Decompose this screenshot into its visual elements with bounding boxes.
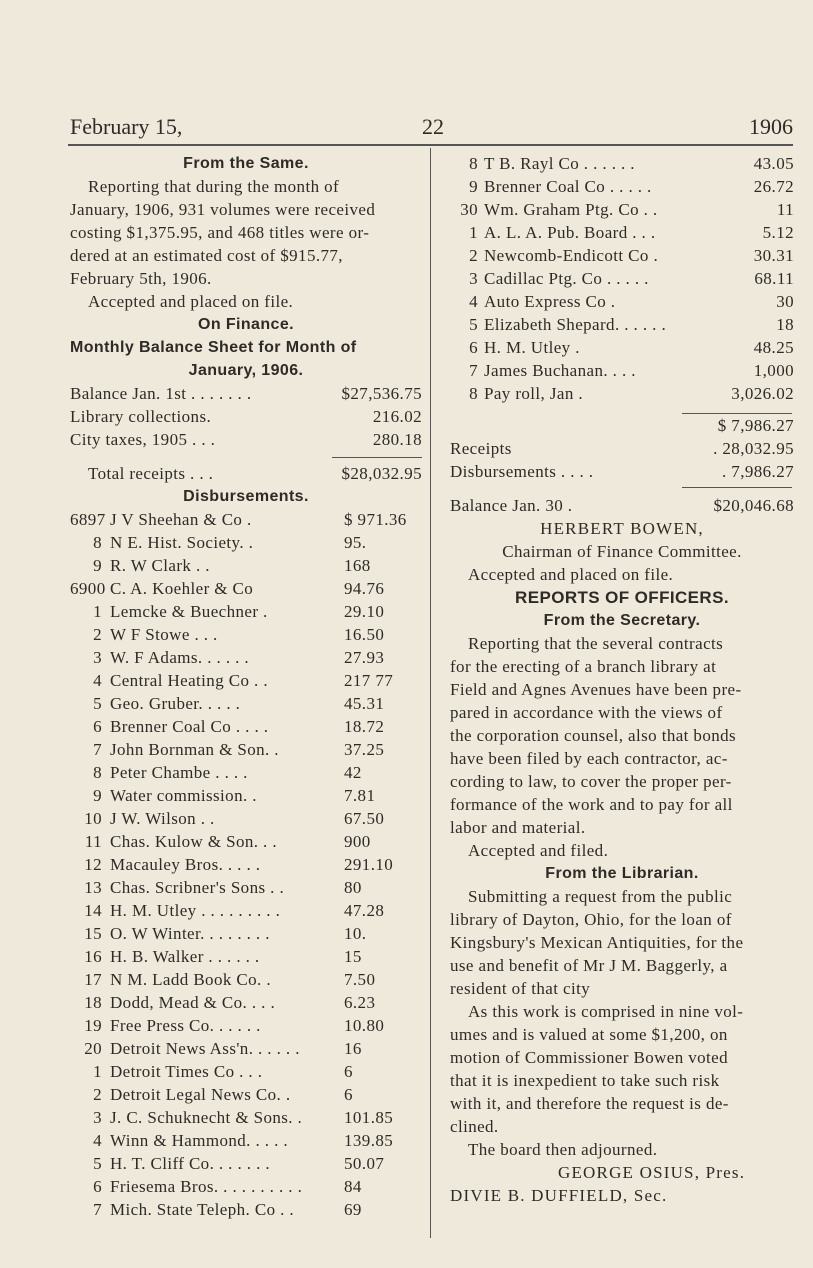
disbursement-row: [450, 359, 794, 382]
entry-name: R. W Clark . .: [110, 556, 210, 575]
disbursement-row: [70, 899, 422, 922]
paragraph-line: As this work is comprised in nine vol-: [468, 1002, 744, 1021]
disbursement-row: [70, 692, 422, 715]
entry-number: 1: [469, 223, 478, 242]
entry-name: Library collections.: [70, 407, 212, 426]
entry-number: 4: [93, 671, 102, 690]
accepted-note: Accepted and filed.: [468, 841, 609, 860]
entry-number: 8: [93, 533, 102, 552]
left-column: [70, 152, 422, 1221]
entry-amount: 16.50: [344, 625, 385, 644]
entry-number: 10: [84, 809, 102, 828]
entry-name: Wm. Graham Ptg. Co . .: [484, 200, 658, 219]
entry-amount: 94.76: [344, 579, 385, 598]
paragraph-line: use and benefit of Mr J M. Baggerly, a: [450, 956, 728, 975]
president-signature: GEORGE OSIUS, Pres.: [558, 1163, 746, 1182]
disbursement-row: [70, 669, 422, 692]
paragraph-line: Field and Agnes Avenues have been pre-: [450, 680, 742, 699]
disbursement-row: [450, 152, 794, 175]
entry-number: 15: [84, 924, 102, 943]
entry-amount: 101.85: [344, 1108, 394, 1127]
entry-number: 1: [93, 602, 102, 621]
entry-number: 8: [469, 154, 478, 173]
paragraph-line: labor and material.: [450, 818, 586, 837]
adjourned-note: The board then adjourned.: [468, 1140, 658, 1159]
entry-name: Newcomb-Endicott Co .: [484, 246, 659, 265]
entry-name: Macauley Bros. . . . .: [110, 855, 261, 874]
entry-amount: 43.05: [753, 154, 794, 173]
paragraph-line: January, 1906, 931 volumes were received: [70, 200, 376, 219]
entry-name: Dodd, Mead & Co. . . .: [110, 993, 276, 1012]
header-rule: [68, 144, 793, 146]
entry-amount: 7.81: [344, 786, 376, 805]
entry-number: 3: [469, 269, 478, 288]
entry-amount: 3,026.02: [731, 384, 794, 403]
paragraph: [70, 175, 422, 290]
entry-number: 4: [469, 292, 478, 311]
paragraph-line: costing $1,375.95, and 468 titles were or-: [70, 223, 370, 242]
entry-number: 5: [469, 315, 478, 334]
entry-amount: 6.23: [344, 993, 376, 1012]
paragraph-line: for the erecting of a branch library at: [450, 657, 717, 676]
entry-amount: 18: [776, 315, 794, 334]
entry-name: H. M. Utley .: [484, 338, 580, 357]
entry-number: 6: [469, 338, 478, 357]
entry-amount: 7.50: [344, 970, 376, 989]
disbursement-row: [70, 1060, 422, 1083]
paragraph: [450, 1000, 794, 1138]
entry-number: 5: [93, 694, 102, 713]
entry-name: Chas. Kulow & Son. . .: [110, 832, 278, 851]
entry-name: Brenner Coal Co . . . .: [110, 717, 269, 736]
disbursement-row: [450, 267, 794, 290]
page-number: 22: [422, 114, 444, 139]
entry-name: A. L. A. Pub. Board . . .: [484, 223, 656, 242]
entry-name: Detroit News Ass'n. . . . . .: [110, 1039, 300, 1058]
disbursement-row: [70, 1152, 422, 1175]
paragraph-line: February 5th, 1906.: [70, 269, 212, 288]
disbursements-list: [450, 152, 794, 405]
entry-name: Peter Chambe . . . .: [110, 763, 248, 782]
entry-name: J W. Wilson . .: [110, 809, 215, 828]
total-amount: $28,032.95: [341, 464, 422, 483]
entry-number: 20: [84, 1039, 102, 1058]
entry-name: Water commission. .: [110, 786, 257, 805]
entry-name: C. A. Koehler & Co: [110, 579, 254, 598]
entry-amount: 10.80: [344, 1016, 385, 1035]
balance-row: [70, 382, 422, 405]
disbursement-row: [450, 382, 794, 405]
entry-amount: 27.93: [344, 648, 385, 667]
entry-name: J. C. Schuknecht & Sons. .: [110, 1108, 303, 1127]
entry-name: Detroit Times Co . . .: [110, 1062, 263, 1081]
entry-number: 6: [93, 1177, 102, 1196]
entry-name: Cadillac Ptg. Co . . . . .: [484, 269, 649, 288]
paragraph: [450, 632, 794, 839]
entry-amount: 168: [344, 556, 371, 575]
entry-amount: 30: [776, 292, 794, 311]
paragraph-line: Submitting a request from the public: [468, 887, 733, 906]
section-heading: From the Same.: [183, 155, 309, 172]
entry-amount: 42: [344, 763, 362, 782]
entry-number: 2: [469, 246, 478, 265]
entry-number: 19: [84, 1016, 102, 1035]
entry-amount: 45.31: [344, 694, 385, 713]
entry-name: Mich. State Teleph. Co . .: [110, 1200, 295, 1219]
entry-amount: 11: [776, 200, 794, 219]
disbursement-row: [70, 1037, 422, 1060]
entry-name: O. W Winter. . . . . . . .: [110, 924, 270, 943]
entry-name: James Buchanan. . . .: [484, 361, 636, 380]
entry-number: 18: [84, 993, 102, 1012]
entry-name: W. F Adams. . . . . .: [110, 648, 250, 667]
disbursement-row: [70, 600, 422, 623]
disbursement-row: [450, 290, 794, 313]
section-heading: From the Secretary.: [543, 612, 701, 629]
paragraph-line: have been filed by each contractor, ac-: [450, 749, 728, 768]
disbursement-row: [70, 1106, 422, 1129]
paragraph-line: library of Dayton, Ohio, for the loan of: [450, 910, 732, 929]
right-column: [450, 152, 794, 1207]
paragraph-line: motion of Commissioner Bowen voted: [450, 1048, 729, 1067]
entry-number: 11: [84, 832, 102, 851]
signer-title: Chairman of Finance Committee.: [502, 542, 742, 561]
entry-number: 7: [93, 1200, 102, 1219]
disbursements-total-label: Disbursements . . . .: [450, 462, 594, 481]
entry-number: 12: [84, 855, 102, 874]
entry-amount: 16: [344, 1039, 362, 1058]
entry-amount: 80: [344, 878, 362, 897]
entry-name: N E. Hist. Society. .: [110, 533, 254, 552]
entry-amount: 217 77: [344, 671, 394, 690]
entry-amount: 67.50: [344, 809, 385, 828]
entry-number: 6900: [70, 579, 106, 598]
entry-number: 9: [93, 556, 102, 575]
entry-number: 16: [84, 947, 102, 966]
entry-name: N M. Ladd Book Co. .: [110, 970, 271, 989]
entry-number: 30: [460, 200, 478, 219]
entry-number: 2: [93, 625, 102, 644]
balance-row: [450, 494, 794, 517]
paragraph-line: formance of the work and to pay for all: [450, 795, 733, 814]
entry-name: Geo. Gruber. . . . .: [110, 694, 241, 713]
disbursement-row: [70, 738, 422, 761]
entry-number: 17: [84, 970, 102, 989]
paragraph-line: cording to law, to cover the proper per-: [450, 772, 732, 791]
receipts-amount: . 28,032.95: [713, 439, 794, 458]
disbursement-row: [70, 853, 422, 876]
entry-amount: $ 971.36: [344, 510, 407, 529]
entry-name: John Bornman & Son. .: [110, 740, 279, 759]
entry-name: City taxes, 1905 . . .: [70, 430, 216, 449]
balance-row: [70, 405, 422, 428]
balance-amount: $20,046.68: [713, 496, 794, 515]
disbursements-total-amount: . 7,986.27: [722, 462, 794, 481]
paragraph-line: dered at an estimated cost of $915.77,: [70, 246, 343, 265]
entry-amount: 900: [344, 832, 371, 851]
entry-amount: 6: [344, 1062, 353, 1081]
disbursement-row: [450, 313, 794, 336]
disbursement-row: [70, 577, 422, 600]
total-rule: [332, 457, 422, 458]
balance-row: [70, 428, 422, 451]
paragraph-line: Reporting that the several contracts: [468, 634, 724, 653]
entry-number: 6897: [70, 510, 106, 529]
entry-name: Detroit Legal News Co. .: [110, 1085, 291, 1104]
disbursement-row: [70, 1083, 422, 1106]
entry-amount: 26.72: [753, 177, 794, 196]
disbursement-row: [450, 244, 794, 267]
entry-amount: 10.: [344, 924, 367, 943]
entry-name: Pay roll, Jan .: [484, 384, 584, 403]
disbursement-row: [70, 968, 422, 991]
entry-number: 7: [93, 740, 102, 759]
total-row: [70, 462, 422, 485]
entry-name: W F Stowe . . .: [110, 625, 218, 644]
entry-number: 5: [93, 1154, 102, 1173]
disbursement-row: [70, 1198, 422, 1221]
entry-number: 13: [84, 878, 102, 897]
receipts-label: Receipts: [450, 439, 512, 458]
entry-number: 8: [93, 763, 102, 782]
entry-amount: 95.: [344, 533, 367, 552]
entry-amount: 50.07: [344, 1154, 385, 1173]
entry-name: Central Heating Co . .: [110, 671, 268, 690]
section-heading: January, 1906.: [188, 362, 304, 379]
entry-name: J V Sheehan & Co .: [110, 510, 252, 529]
section-heading: On Finance.: [198, 316, 294, 333]
disbursement-row: [70, 1129, 422, 1152]
entry-name: Balance Jan. 1st . . . . . . .: [70, 384, 252, 403]
section-heading: Disbursements.: [183, 488, 309, 505]
section-heading: From the Librarian.: [545, 865, 699, 882]
paragraph-line: the corporation counsel, also that bonds: [450, 726, 737, 745]
secretary-signature: DIVIE B. DUFFIELD, Sec.: [450, 1186, 668, 1205]
entry-number: 2: [93, 1085, 102, 1104]
entry-name: T B. Rayl Co . . . . . .: [484, 154, 635, 173]
signer-name: HERBERT BOWEN,: [540, 519, 704, 538]
paragraph-line: clined.: [450, 1117, 499, 1136]
entry-amount: 30.31: [753, 246, 794, 265]
disbursement-row: [70, 945, 422, 968]
entry-number: 4: [93, 1131, 102, 1150]
disbursement-row: [70, 508, 422, 531]
accepted-note: Accepted and placed on file.: [468, 565, 674, 584]
subtotal-amount: $ 7,986.27: [717, 416, 794, 435]
paragraph-line: Kingsbury's Mexican Antiquities, for the: [450, 933, 744, 952]
total-label: Total receipts . . .: [88, 464, 214, 483]
entry-name: Free Press Co. . . . . .: [110, 1016, 261, 1035]
disbursement-row: [70, 876, 422, 899]
disbursement-row: [450, 198, 794, 221]
entry-name: Elizabeth Shepard. . . . . .: [484, 315, 667, 334]
paragraph-line: Reporting that during the month of: [88, 177, 340, 196]
receipts-row: [450, 437, 794, 460]
entry-number: 9: [93, 786, 102, 805]
balance-label: Balance Jan. 30 .: [450, 496, 573, 515]
entry-number: 9: [469, 177, 478, 196]
disbursement-row: [70, 1014, 422, 1037]
entry-amount: 18.72: [344, 717, 385, 736]
entry-number: 14: [84, 901, 102, 920]
paragraph-line: with it, and therefore the request is de-: [450, 1094, 729, 1113]
entry-number: 7: [469, 361, 478, 380]
disbursement-row: [70, 623, 422, 646]
entry-amount: 47.28: [344, 901, 385, 920]
entry-name: H. T. Cliff Co. . . . . . .: [110, 1154, 271, 1173]
paragraph: [450, 885, 794, 1000]
entry-name: Friesema Bros. . . . . . . . . .: [110, 1177, 303, 1196]
disbursements-list: [70, 508, 422, 1221]
entry-amount: 69: [344, 1200, 362, 1219]
disbursement-row: [70, 830, 422, 853]
entry-number: 3: [93, 648, 102, 667]
disbursement-row: [450, 221, 794, 244]
disbursement-row: [70, 1175, 422, 1198]
entry-name: Chas. Scribner's Sons . .: [110, 878, 285, 897]
entry-number: 8: [469, 384, 478, 403]
entry-number: 1: [93, 1062, 102, 1081]
disbursement-row: [70, 784, 422, 807]
paragraph-line: that it is inexpedient to take such risk: [450, 1071, 720, 1090]
disbursement-row: [70, 554, 422, 577]
disbursement-row: [70, 807, 422, 830]
entry-number: 6: [93, 717, 102, 736]
entry-name: Winn & Hammond. . . . .: [110, 1131, 289, 1150]
entry-number: 3: [93, 1108, 102, 1127]
disbursement-row: [70, 531, 422, 554]
entry-amount: 84: [344, 1177, 362, 1196]
disbursement-row: [70, 646, 422, 669]
entry-amount: $27,536.75: [341, 384, 422, 403]
paragraph-line: umes and is valued at some $1,200, on: [450, 1025, 728, 1044]
subtotal-row: [450, 414, 794, 437]
entry-name: Brenner Coal Co . . . . .: [484, 177, 652, 196]
entry-amount: 15: [344, 947, 362, 966]
entry-name: H. B. Walker . . . . . .: [110, 947, 260, 966]
entry-name: Auto Express Co .: [484, 292, 616, 311]
accepted-note: Accepted and placed on file.: [88, 292, 294, 311]
entry-amount: 1,000: [753, 361, 794, 380]
entry-name: H. M. Utley . . . . . . . . .: [110, 901, 281, 920]
entry-amount: 37.25: [344, 740, 385, 759]
disbursement-row: [70, 715, 422, 738]
paragraph-line: pared in accordance with the views of: [450, 703, 723, 722]
entry-amount: 216.02: [372, 407, 422, 426]
entry-amount: 280.18: [372, 430, 422, 449]
disbursement-row: [70, 761, 422, 784]
disbursement-row: [450, 175, 794, 198]
entry-amount: 29.10: [344, 602, 385, 621]
entry-amount: 68.11: [754, 269, 794, 288]
entry-amount: 5.12: [762, 223, 794, 242]
entry-amount: 291.10: [344, 855, 394, 874]
disbursement-row: [450, 336, 794, 359]
disbursement-row: [70, 991, 422, 1014]
balance-rule: [682, 487, 792, 488]
section-heading: Monthly Balance Sheet for Month of: [70, 339, 357, 356]
disbursement-row: [70, 922, 422, 945]
section-heading: REPORTS OF OFFICERS.: [515, 588, 729, 607]
paragraph-line: resident of that city: [450, 979, 591, 998]
header-date: February 15,: [70, 114, 183, 139]
header-year: 1906: [749, 114, 793, 139]
column-divider: [430, 148, 431, 1238]
balance-table: [70, 382, 422, 451]
entry-amount: 6: [344, 1085, 353, 1104]
disbursements-total-row: [450, 460, 794, 483]
entry-amount: 139.85: [344, 1131, 394, 1150]
entry-amount: 48.25: [753, 338, 794, 357]
entry-name: Lemcke & Buechner .: [110, 602, 268, 621]
